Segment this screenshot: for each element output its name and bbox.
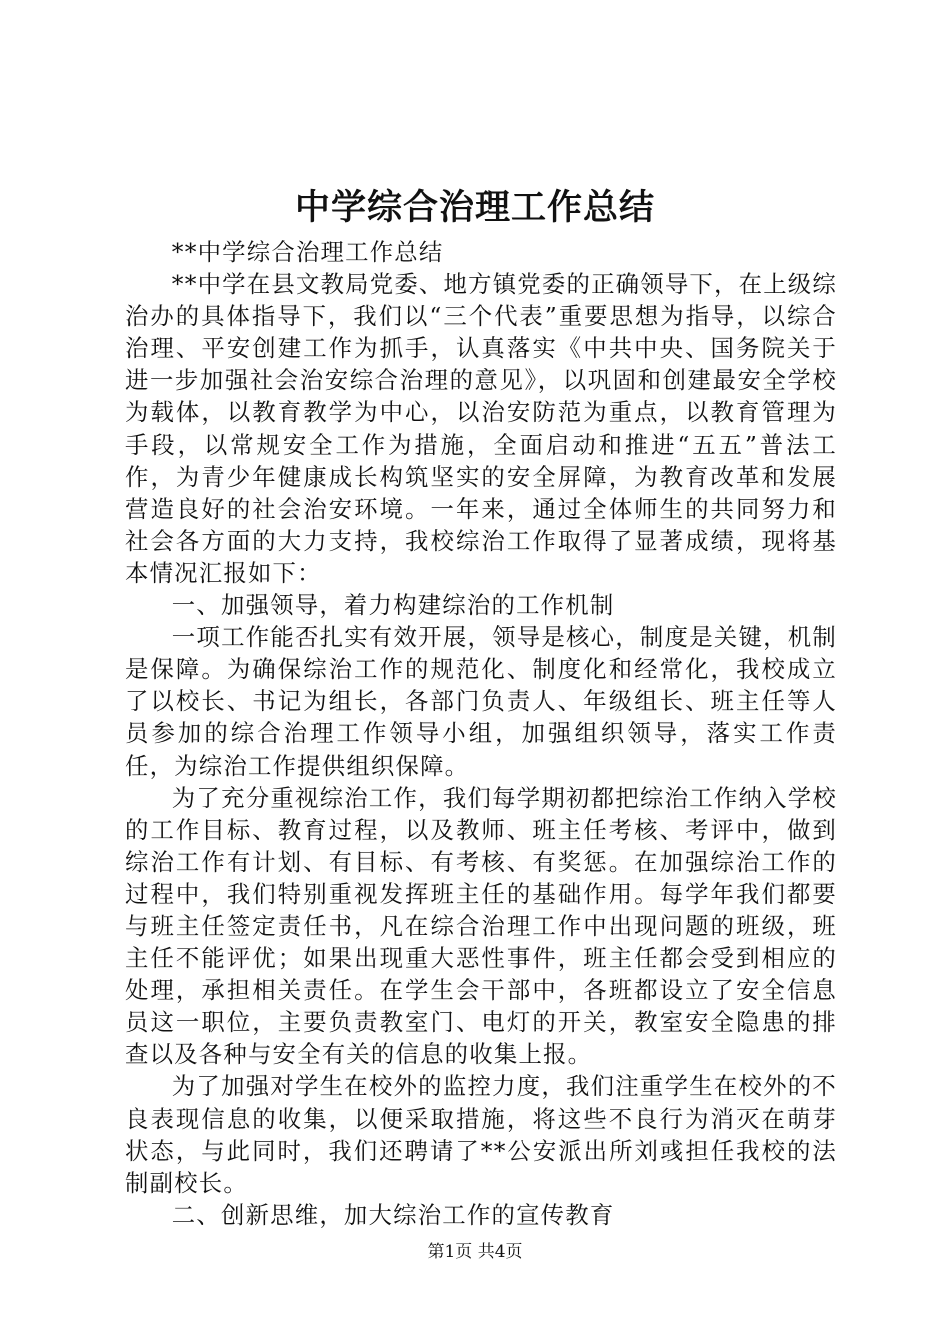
paragraph-responsibility: 为了充分重视综治工作，我们每学期初都把综治工作纳入学校的工作目标、教育过程，以及教师、班主任考核、考评中，做到综治工作有计划、有目标、有考核、有奖惩。在加强综治工作的过程中，我们特别重视发挥班主任的基础作用。每学年我们都要与班主任签定责任书，凡在综合治理工作中出现问题的班级，班主任不能评优；如果出现重大恶性事件，班主任都会受到相应的处理，承担相关责任。在学生会干部中，各班都设立了安全信息员这一职位，主要负责教室门、电灯的开关，教室安全隐患的排查以及各种与安全有关的信息的收集上报。 (125, 783, 837, 1069)
paragraph-monitoring: 为了加强对学生在校外的监控力度，我们注重学生在校外的不良表现信息的收集，以便采取措施，将这些不良行为消灭在萌芽状态，与此同时，我们还聘请了**公安派出所刘彧担任我校的法制副校长。 (125, 1072, 837, 1197)
page-number: 第1页 共4页 (427, 1242, 523, 1262)
section-heading-1: 一、加强领导，着力构建综治的工作机制 (171, 591, 615, 620)
section-heading-2: 二、创新思维，加大综治工作的宣传教育 (171, 1200, 615, 1229)
paragraph-intro: **中学在县文教局党委、地方镇党委的正确领导下，在上级综治办的具体指导下，我们以“三个代表”重要思想为指导，以综合治理、平安创建工作为抓手，认真落实《中共中央、国务院关于进一步加强社会治安综合治理的意见》，以巩固和创建最安全学校为载体，以教育教学为中心，以治安防范为重点，以教育管理为手段，以常规安全工作为措施，全面启动和推进“五五”普法工作，为青少年健康成长构筑坚实的安全屏障，为教育改革和发展营造良好的社会治安环境。一年来，通过全体师生的共同努力和社会各方面的大力支持，我校综治工作取得了显著成绩，现将基本情况汇报如下： (125, 270, 837, 587)
document-body (125, 236, 837, 1231)
paragraph-leadership: 一项工作能否扎实有效开展，领导是核心，制度是关键，机制是保障。为确保综治工作的规范化、制度化和经常化，我校成立了以校长、书记为组长，各部门负责人、年级组长、班主任等人员参加的综合治理工作领导小组，加强组织领导，落实工作责任，为综治工作提供组织保障。 (125, 623, 837, 780)
paragraph-subtitle: **中学综合治理工作总结 (171, 238, 444, 266)
document-title: 中学综合治理工作总结 (294, 187, 655, 228)
